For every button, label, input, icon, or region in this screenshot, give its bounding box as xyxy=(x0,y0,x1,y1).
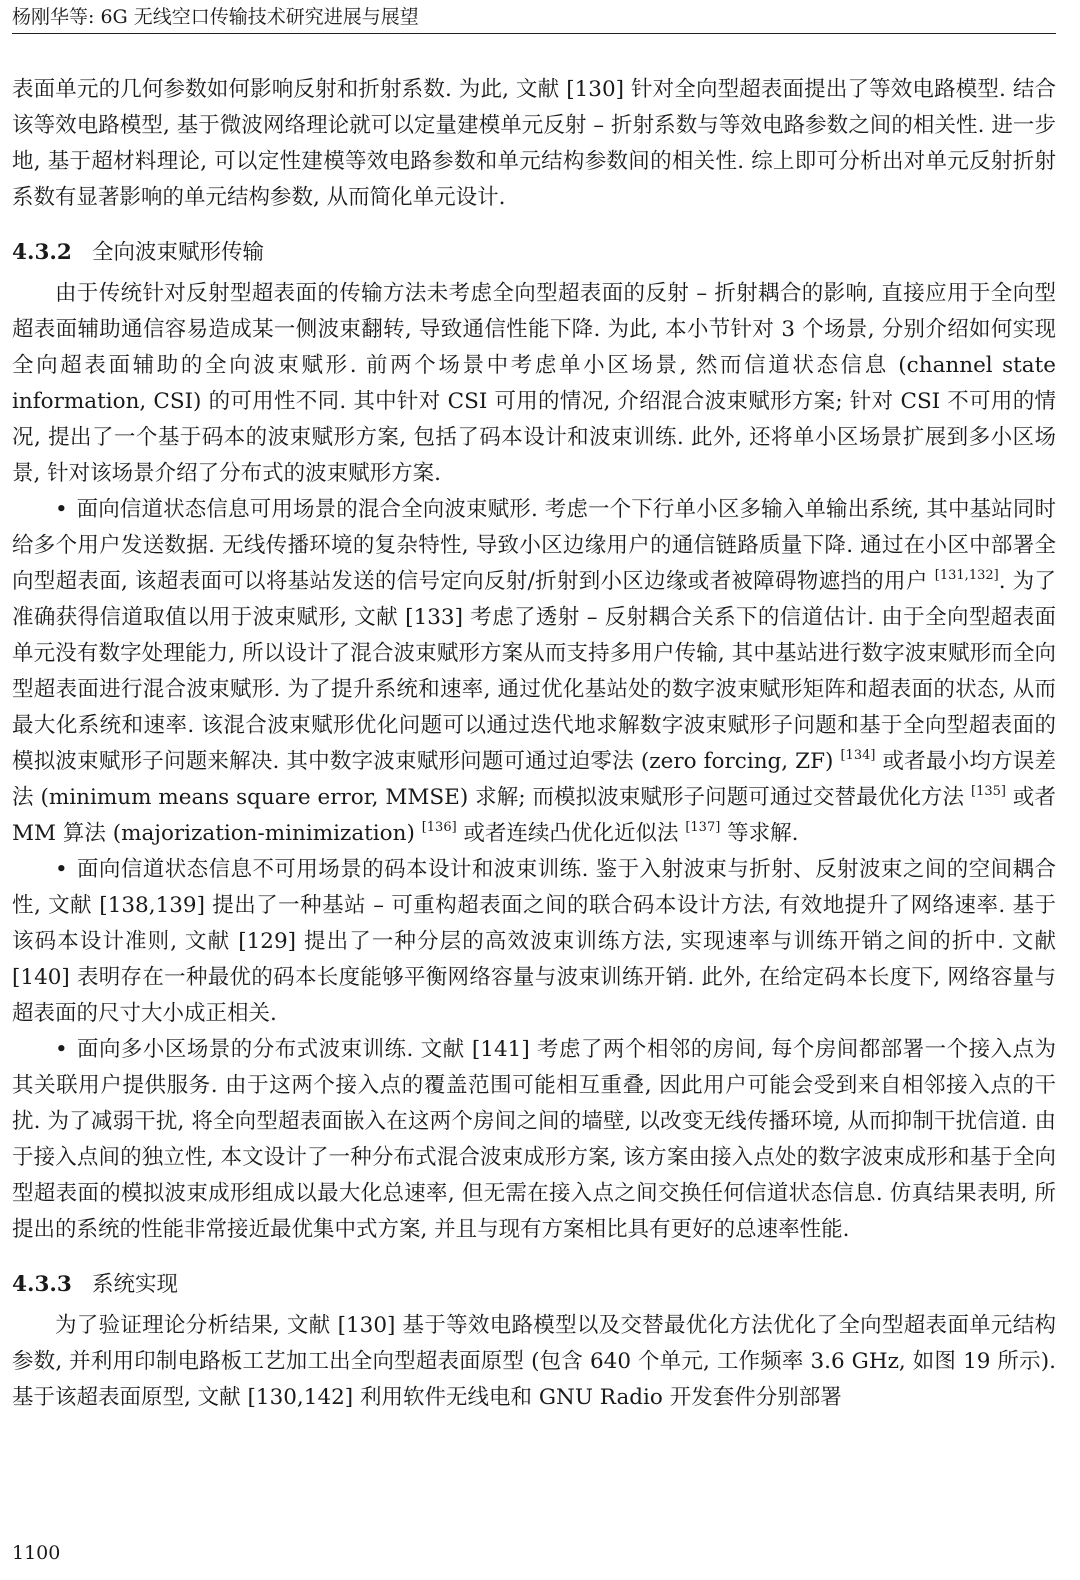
bullet-marker: • xyxy=(55,1037,68,1062)
section-heading-4-3-3 xyxy=(12,1268,1056,1302)
bullet-text: 或者最小均方误差法 (minimum means square error, MMSE) 求解; 而模拟波束赋形子问题可通过交替最优化方法 xyxy=(12,749,1056,810)
bullet-text: 面向信道状态信息不可用场景的码本设计和波束训练. 鉴于入射波束与折射、反射波束之间的空间耦合性, 文献 [138,139] 提出了一种基站 – 可重构超表面之间的联合码本设计方法, 有效地提升了网络速率. 基于该码本设计准则, 文献 [129] 提出了一种分层的高效波束训练方法, 实现速率与训练开销之间的折中. 文献 [140] 表明存在一种最优的码本长度能够平衡网络容量与波束训练开销. 此外, 在给定码本长度下, 网络容量与超表面的尺寸大小成正相关. xyxy=(12,857,1056,1026)
bullet-item-multi-cell xyxy=(12,1032,1056,1248)
section-4-3-2-paragraph: 由于传统针对反射型超表面的传输方法未考虑全向型超表面的反射 – 折射耦合的影响, 直接应用于全向型超表面辅助通信容易造成某一侧波束翻转, 导致通信性能下降. 为此, 本小节针对 3 个场景, 分别介绍如何实现全向超表面辅助的全向波束赋形. 前两个场景中考虑单小区场景, 然而信道状态信息 (channel state information, CSI) 的可用性不同. 其中针对 CSI 可用的情况, 介绍混合波束赋形方案; 针对 CSI 不可用的情况, 提出了一个基于码本的波束赋形方案, 包括了码本设计和波束训练. 此外, 还将单小区场景扩展到多小区场景, 针对该场景介绍了分布式的波束赋形方案. xyxy=(12,281,1056,486)
paper-page xyxy=(12,0,1056,1580)
bullet-text: . 为了准确获得信道取值以用于波束赋形, 文献 [133] 考虑了透射 – 反射耦合关系下的信道估计. 由于全向型超表面单元没有数字处理能力, 所以设计了混合波束赋形方案从而支持多用户传输, 其中基站进行数字波束赋形而全向型超表面进行混合波束赋形. 为了提升系统和速率, 通过优化基站处的数字波束赋形矩阵和超表面的状态, 从而最大化系统和速率. 该混合波束赋形优化问题可以通过迭代地求解数字波束赋形子问题和基于全向型超表面的模拟波束赋形子问题来解决. 其中数字波束赋形问题可通过迫零法 (zero forcing, ZF) xyxy=(12,569,1056,774)
bullet-item-csi-unavailable xyxy=(12,852,1056,1032)
bullet-text: 面向多小区场景的分布式波束训练. 文献 [141] 考虑了两个相邻的房间, 每个房间都部署一个接入点为其关联用户提供服务. 由于这两个接入点的覆盖范围可能相互重叠, 因此用户可能会受到来自相邻接入点的干扰. 为了减弱干扰, 将全向型超表面嵌入在这两个房间之间的墙壁, 以改变无线传播环境, 从而抑制干扰信道. 由于接入点间的独立性, 本文设计了一种分布式混合波束成形方案, 该方案由接入点处的数字波束成形和基于全向型超表面的模拟波束成形组成以最大化总速率, 但无需在接入点之间交换任何信道状态信息. 仿真结果表明, 所提出的系统的性能非常接近最优集中式方案, 并且与现有方案相比具有更好的总速率性能. xyxy=(12,1037,1056,1242)
citation-superscript: [135] xyxy=(971,784,1006,799)
section-4-3-3-paragraph: 为了验证理论分析结果, 文献 [130] 基于等效电路模型以及交替最优化方法优化了全向型超表面单元结构参数, 并利用印制电路板工艺加工出全向型超表面原型 (包含 640 个单元, 工作频率 3.6 GHz, 如图 19 所示). 基于该超表面原型, 文献 [130,142] 利用软件无线电和 GNU Radio 开发套件分别部署 xyxy=(12,1313,1056,1410)
intro-paragraph: 表面单元的几何参数如何影响反射和折射系数. 为此, 文献 [130] 针对全向型超表面提出了等效电路模型. 结合该等效电路模型, 基于微波网络理论就可以定量建模单元反射 – 折射系数与等效电路参数之间的相关性. 进一步地, 基于超材料理论, 可以定性建模等效电路参数和单元结构参数间的相关性. 综上即可分析出对单元反射折射系数有显著影响的单元结构参数, 从而简化单元设计. xyxy=(12,77,1056,210)
bullet-item-csi-available xyxy=(12,492,1056,852)
citation-superscript: [131,132] xyxy=(934,568,999,583)
bullet-marker: • xyxy=(55,857,68,882)
section-number: 4.3.3 xyxy=(12,1272,72,1297)
page-body xyxy=(12,72,1056,1416)
bullet-marker: • xyxy=(55,497,68,522)
bullet-text: 或者连续凸优化近似法 xyxy=(456,821,686,846)
section-heading-4-3-2 xyxy=(12,236,1056,270)
section-title: 系统实现 xyxy=(92,1272,179,1297)
page-number: 1100 xyxy=(12,1542,61,1564)
bullet-text: 等求解. xyxy=(720,821,799,846)
section-title: 全向波束赋形传输 xyxy=(92,240,265,265)
bullet-text: 面向信道状态信息可用场景的混合全向波束赋形. 考虑一个下行单小区多输入单输出系统, 其中基站同时给多个用户发送数据. 无线传播环境的复杂特性, 导致小区边缘用户的通信链路质量下降. 通过在小区中部署全向型超表面, 该超表面可以将基站发送的信号定向反射/折射到小区边缘或者被障碍物遮挡的用户 xyxy=(12,497,1056,594)
citation-superscript: [136] xyxy=(421,820,457,835)
citation-superscript: [137] xyxy=(685,820,721,835)
citation-superscript: [134] xyxy=(840,748,876,763)
section-number: 4.3.2 xyxy=(12,240,72,265)
running-head: 杨刚华等: 6G 无线空口传输技术研究进展与展望 xyxy=(12,6,419,28)
bullet-text: 或者 MM 算法 (majorization-minimization) xyxy=(12,785,1056,846)
header-rule xyxy=(12,33,1056,34)
